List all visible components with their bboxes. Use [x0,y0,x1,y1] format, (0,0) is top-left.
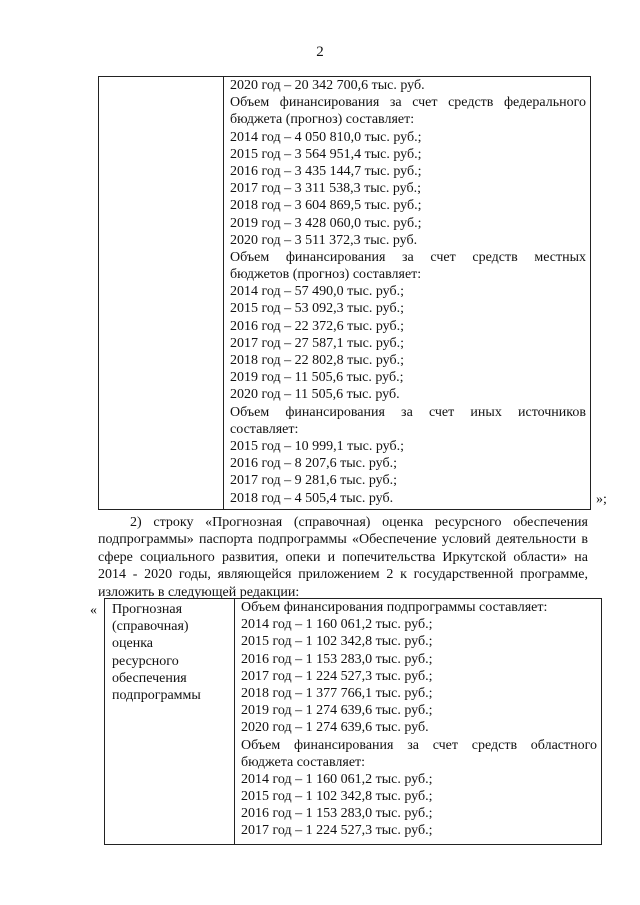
amendment-paragraph [98,514,588,601]
table1-line: 2020 год – 3 511 372,3 тыс. руб. [230,232,418,248]
table1-left-cell [99,77,224,510]
table2-value-cell [235,599,602,845]
table1-line: бюджетов (прогноз) составляет: [230,267,422,283]
table2-line: 2014 год – 1 160 061,2 тыс. руб.; [241,617,433,633]
table1-line: 2018 год – 3 604 869,5 тыс. руб.; [230,198,422,214]
opening-quote: « [90,603,97,618]
table2-line: бюджета составляет: [241,754,366,770]
paragraph-line: подпрограммы» паспорта подпрограммы «Обеспечение условий деятельности в [98,532,588,548]
table1-line: 2018 год – 4 505,4 тыс. руб. [230,490,394,506]
table1-line: Объем финансирования за счет средств местных [230,249,586,265]
table2-label-cell [105,599,235,845]
table1-line: 2014 год – 4 050 810,0 тыс. руб.; [230,129,422,145]
table2-line: Объем финансирования подпрограммы составляет: [241,600,548,615]
label-line: ресурсного [112,653,179,669]
table1-line: 2016 год – 3 435 144,7 тыс. руб.; [230,163,422,179]
table2-line: 2015 год – 1 102 342,8 тыс. руб.; [241,634,433,650]
label-line: Прогнозная [112,602,183,617]
resource-estimate-table [104,598,602,845]
table1-line: Объем финансирования за счет иных источников [230,404,586,420]
table1-line: 2019 год – 3 428 060,0 тыс. руб.; [230,215,422,231]
paragraph-line: 2014 - 2020 годы, являющейся приложением 2 к государственной программе, [98,567,588,583]
table2-line: Объем финансирования за счет средств областного [241,737,597,753]
table2-line: 2016 год – 1 153 283,0 тыс. руб.; [241,806,433,822]
table2-line: 2017 год – 1 224 527,3 тыс. руб.; [241,668,433,684]
table1-line: 2015 год – 10 999,1 тыс. руб.; [230,438,404,454]
table1-line: 2018 год – 22 802,8 тыс. руб.; [230,353,404,368]
table2-line: 2017 год – 1 224 527,3 тыс. руб.; [241,823,433,839]
table1-line: 2014 год – 57 490,0 тыс. руб.; [230,284,404,300]
label-line: оценка [112,636,154,652]
closing-quote: »; [596,492,607,507]
table1-line: 2017 год – 9 281,6 тыс. руб.; [230,473,397,489]
table1-line: 2015 год – 53 092,3 тыс. руб.; [230,301,404,317]
table1-line: Объем финансирования за счет средств федерального [230,95,586,111]
table1-line: 2017 год – 27 587,1 тыс. руб.; [230,335,404,351]
table1-line: 2017 год – 3 311 538,3 тыс. руб.; [230,181,421,197]
table1-line: 2020 год – 20 342 700,6 тыс. руб. [230,78,425,93]
table1-line: 2016 год – 22 372,6 тыс. руб.; [230,318,404,334]
paragraph-line: изложить в следующей редакции: [98,584,300,600]
table2-line: 2018 год – 1 377 766,1 тыс. руб.; [241,685,433,701]
table2-line: 2016 год – 1 153 283,0 тыс. руб.; [241,651,433,667]
table1-line: 2016 год – 8 207,6 тыс. руб.; [230,456,397,472]
paragraph-line: сфере социального развития, опеки и попечительства Иркутской области» на [98,549,588,565]
label-line: обеспечения [112,670,187,686]
table2-line: 2020 год – 1 274 639,6 тыс. руб. [241,720,429,736]
table2-line: 2014 год – 1 160 061,2 тыс. руб.; [241,771,433,787]
label-line: подпрограммы [112,687,201,703]
funding-table-continued [98,76,591,510]
table2-line: 2015 год – 1 102 342,8 тыс. руб.; [241,789,433,805]
table1-line: 2020 год – 11 505,6 тыс. руб. [230,387,400,403]
page-number: 2 [316,44,324,60]
table1-right-cell [224,77,591,510]
paragraph-line: 2) строку «Прогнозная (справочная) оценка ресурсного обеспечения [130,515,588,530]
table1-line: составляет: [230,421,299,437]
table1-line: бюджета (прогноз) составляет: [230,112,415,128]
table2-line: 2019 год – 1 274 639,6 тыс. руб.; [241,703,433,719]
table1-line: 2015 год – 3 564 951,4 тыс. руб.; [230,146,422,162]
label-line: (справочная) [112,619,189,635]
table1-line: 2019 год – 11 505,6 тыс. руб.; [230,370,404,386]
